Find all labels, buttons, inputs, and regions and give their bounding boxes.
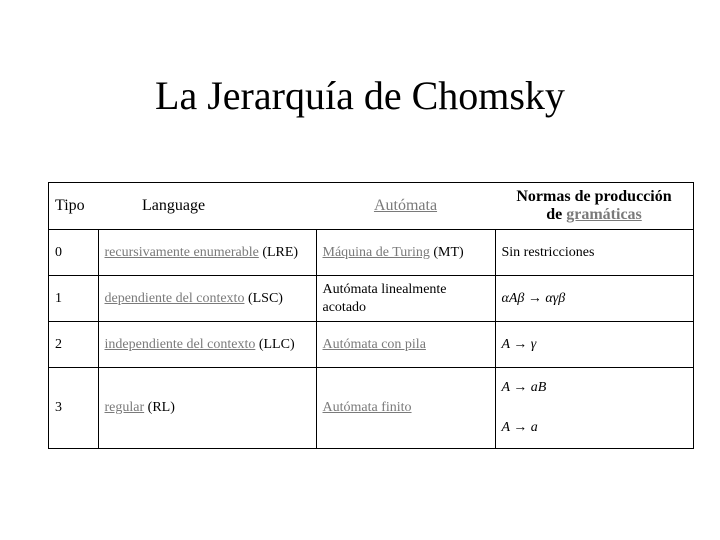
table-header-row (49, 183, 694, 230)
language-link[interactable]: dependiente del contexto (104, 290, 245, 306)
language-cell (98, 322, 316, 368)
tipo-cell: 3 (49, 368, 99, 449)
tipo-cell: 1 (49, 276, 99, 322)
header-normas (495, 183, 694, 230)
table-row (49, 230, 694, 276)
tipo-cell: 0 (49, 230, 99, 276)
language-cell (98, 230, 316, 276)
automata-cell (316, 368, 495, 449)
header-normas-text: Normas de producción (516, 188, 672, 205)
automata-cell: Autómata linealmente acotado (316, 276, 495, 322)
automata-cell (316, 230, 495, 276)
automata-link[interactable]: Autómata finito (322, 400, 412, 415)
table-row (49, 322, 694, 368)
language-link[interactable]: regular (104, 400, 145, 415)
header-language: Language (98, 183, 316, 230)
header-tipo: Tipo (49, 183, 99, 230)
gramaticas-link[interactable]: gramáticas (566, 206, 642, 223)
rule-cell: A → γ (495, 322, 694, 368)
language-abbrev: (LSC) (244, 290, 283, 306)
language-abbrev: (RL) (144, 400, 175, 415)
header-automata-link[interactable]: Autómata (316, 183, 495, 230)
rule-line: A → a (501, 420, 538, 435)
tipo-cell: 2 (49, 322, 99, 368)
language-abbrev: (LLC) (255, 336, 295, 352)
automata-link[interactable]: Autómata con pila (322, 336, 426, 352)
language-abbrev: (LRE) (258, 244, 299, 260)
automata-cell (316, 322, 495, 368)
rule-cell (495, 368, 694, 449)
rule-line: A → aB (501, 380, 547, 395)
language-cell (98, 368, 316, 449)
slide-title: La Jerarquía de Chomsky (155, 73, 565, 118)
table-row (49, 368, 694, 449)
automata-link[interactable]: Máquina de Turing (322, 244, 430, 260)
rule-cell: αAβ → αγβ (495, 276, 694, 322)
language-link[interactable]: independiente del contexto (104, 336, 256, 352)
language-link[interactable]: recursivamente enumerable (104, 244, 259, 260)
automata-abbrev: (MT) (429, 244, 464, 260)
rule-cell: Sin restricciones (495, 230, 694, 276)
language-cell (98, 276, 316, 322)
table-row (49, 276, 694, 322)
header-normas-de: de (546, 206, 563, 223)
chomsky-hierarchy-table (48, 182, 694, 449)
